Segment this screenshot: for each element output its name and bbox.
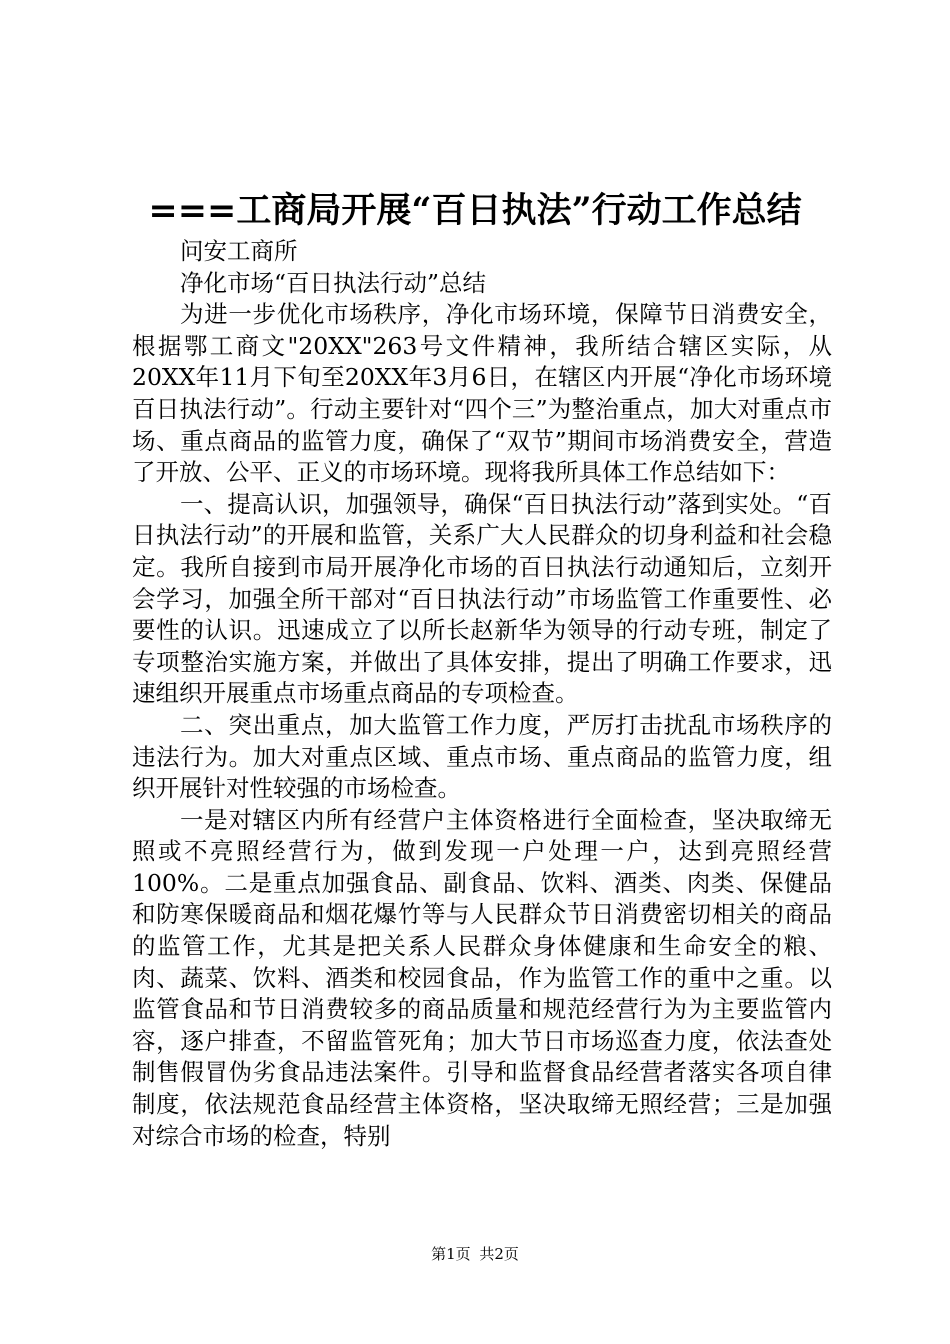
document-body (132, 236, 832, 1152)
paragraph-intro: 为进一步优化市场秩序，净化市场环境，保障节日消费安全，根据鄂工商文"20XX"263号文件精神，我所结合辖区实际，从20XX年11月下旬至20XX年3月6日，在辖区内开展“净化市场环境百日执法行动”。行动主要针对“四个三”为整治重点，加大对重点市场、重点商品的监管力度，确保了“双节”期间市场消费安全，营造了开放、公平、正义的市场环境。现将我所具体工作总结如下： (132, 300, 832, 487)
paragraph-section-two-details: 一是对辖区内所有经营户主体资格进行全面检查，坚决取缔无照或不亮照经营行为，做到发现一户处理一户，达到亮照经营100%。二是重点加强食品、副食品、饮料、酒类、肉类、保健品和防寒保暖商品和烟花爆竹等与人民群众节日消费密切相关的商品的监管工作，尤其是把关系人民群众身体健康和生命安全的粮、肉、蔬菜、饮料、酒类和校园食品，作为监管工作的重中之重。以监管食品和节日消费较多的商品质量和规范经营行为为主要监管内容，逐户排查，不留监管死角；加大节日市场巡查力度，依法查处制售假冒伪劣食品违法案件。引导和监督食品经营者落实各项自律制度，依法规范食品经营主体资格，坚决取缔无照经营；三是加强对综合市场的检查，特别 (132, 805, 832, 1150)
paragraph-section-one: 一、提高认识，加强领导，确保“百日执法行动”落到实处。“百日执法行动”的开展和监管，关系广大人民群众的切身利益和社会稳定。我所自接到市局开展净化市场的百日执法行动通知后，立刻开会学习，加强全所干部对“百日执法行动”市场监管工作重要性、必要性的认识。迅速成立了以所长赵新华为领导的行动专班，制定了专项整治实施方案，并做出了具体安排，提出了明确工作要求，迅速组织开展重点市场重点商品的专项检查。 (132, 489, 832, 708)
paragraph-organization: 问安工商所 (180, 237, 298, 265)
page-footer (0, 1244, 950, 1264)
paragraph-section-two: 二、突出重点，加大监管工作力度，严厉打击扰乱市场秩序的违法行为。加大对重点区域、重点市场、重点商品的监管力度，组织开展针对性较强的市场检查。 (132, 710, 832, 803)
document-title: ===工商局开展“百日执法”行动工作总结 (148, 190, 802, 231)
page-number: 第1页 (431, 1245, 471, 1263)
paragraph-subtitle: 净化市场“百日执法行动”总结 (180, 268, 487, 297)
page-total: 共2页 (479, 1245, 519, 1263)
